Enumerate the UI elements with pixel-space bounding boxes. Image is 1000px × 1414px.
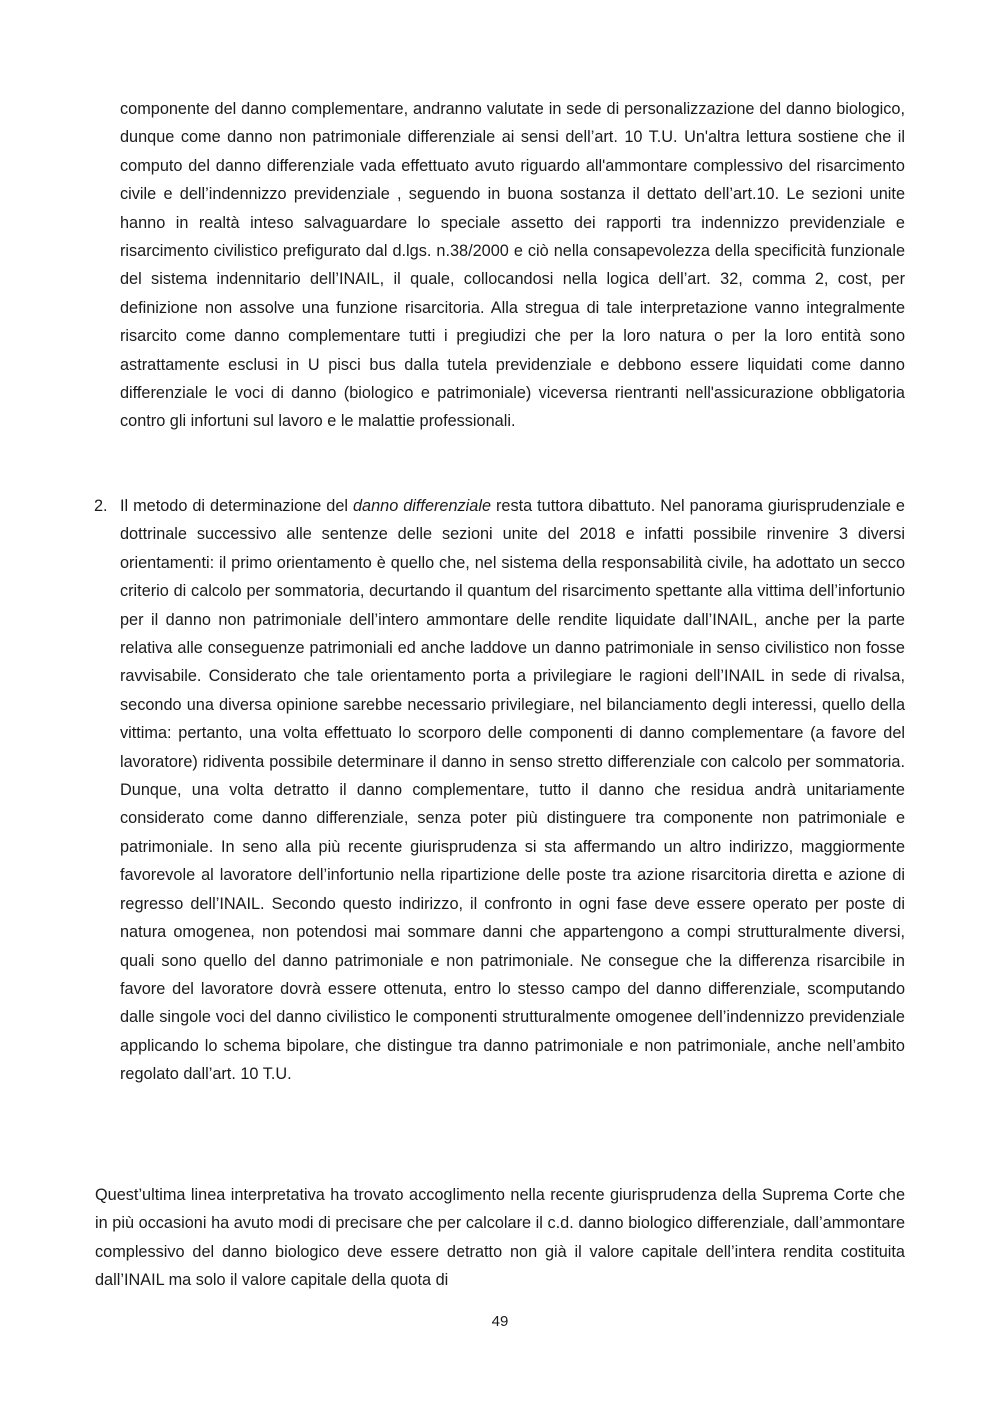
list-item-italic-term: danno differenziale xyxy=(352,497,492,515)
list-item-text-start: Il metodo di determinazione del xyxy=(120,497,353,515)
page-number: 49 xyxy=(491,1313,509,1330)
list-item-marker: 2. xyxy=(94,497,108,515)
continued-list-paragraph: componente del danno complementare, andranno valutate in sede di personalizzazione del danno biologico, dunque come danno non patrimoniale differenziale ai sensi dell’art. 10 T.U. Un'altra lettura sostiene che il computo del danno differenziale vada effettuato avuto riguardo all'ammontare complessivo del risarcimento civile e dell’indennizzo previdenziale , seguendo in buona sostanza il dettato dell’art.10. Le sezioni unite hanno in realtà inteso salvaguardare lo speciale assetto dei rapporti tra indennizzo previdenziale e risarcimento civilistico prefigurato dal d.lgs. n.38/2000 e ciò nella consapevolezza della specificità funzionale del sistema indennitario dell’INAIL, il quale, collocandosi nella logica dell’art. 32, comma 2, cost, per definizione non assolve una funzione risarcitoria. Alla stregua di tale interpretazione vanno integralmente risarcito come danno complementare tutti i pregiudizi che per la loro natura o per la loro entità sono astrattamente esclusi in U pisci bus dalla tutela previdenziale e debbono essere liquidati come danno differenziale le voci di danno (biologico e patrimoniale) viceversa rientranti nell'assicurazione obbligatoria contro gli infortuni sul lavoro e le malattie professionali. xyxy=(120,100,905,431)
list-item-2 xyxy=(94,492,905,1089)
body-paragraph: Quest’ultima linea interpretativa ha trovato accoglimento nella recente giurisprudenza della Suprema Corte che in più occasioni ha avuto modi di precisare che per calcolare il c.d. danno biologico differenziale, dall’ammontare complessivo del danno biologico deve essere detratto non già il valore capitale dell’intera rendita costituita dall’INAIL ma solo il valore capitale della quota di xyxy=(95,1186,905,1290)
list-item-text-rest: resta tuttora dibattuto. Nel panorama giurisprudenziale e dottrinale successivo alle sentenze delle sezioni unite del 2018 e infatti possibile rinvenire 3 diversi orientamenti: il primo orientamento è quello che, nel sistema della responsabilità civile, ha adottato un secco criterio di calcolo per sommatoria, decurtando il quantum del risarcimento spettante alla vittima dell’infortunio per il danno non patrimoniale dell’intero ammontare delle rendite liquidate dall’INAIL, anche per la parte relativa alle conseguenze patrimoniali ed anche laddove un danno patrimoniale in senso civilistico non fosse ravvisabile. Considerato che tale orientamento porta a privilegiare le ragioni dell’INAIL in sede di rivalsa, secondo una diversa opinione sarebbe necessario privilegiare, nel bilanciamento degli interessi, quello della vittima: pertanto, una volta effettuato lo scorporo delle componenti di danno complementare (a favore del lavoratore) ridiventa possibile determinare il danno in senso stretto differenziale con calcolo per sommatoria. Dunque, una volta detratto il danno complementare, tutto il danno che residua andrà unitariamente considerato come danno differenziale, senza poter più distinguere tra componente non patrimoniale e patrimoniale. In seno alla più recente giurisprudenza si sta affermando un altro indirizzo, maggiormente favorevole al lavoratore dell’infortunio nella ripartizione delle poste tra azione risarcitoria diretta e azione di regresso dell’INAIL. Secondo questo indirizzo, il confronto in ogni fase deve essere operato per poste di natura omogenea, non potendosi mai sommare danni che appartengono a compi strutturalmente diversi, quali sono quello del danno patrimoniale e non patrimoniale. Ne consegue che la differenza risarcibile in favore del lavoratore dovrà essere ottenuta, entro lo stesso campo del danno differenziale, scomputando dalle singole voci del danno civilistico le componenti strutturalmente omogenee dell’indennizzo previdenziale applicando lo schema bipolare, che distingue tra danno patrimoniale e non patrimoniale, anche nell’ambito regolato dall’art. 10 T.U. xyxy=(120,497,905,1084)
